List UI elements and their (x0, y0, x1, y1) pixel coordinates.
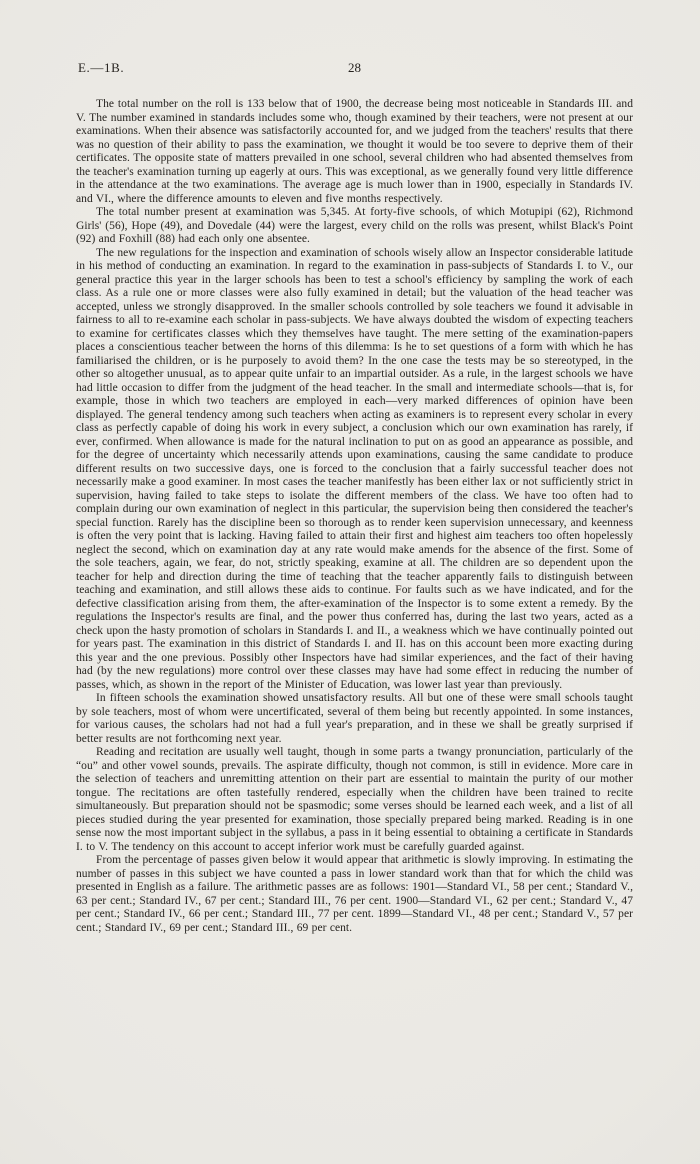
page-number: 28 (348, 60, 361, 75)
paragraph-roll-numbers: The total number on the roll is 133 below that of 1900, the decrease being most noticeable in Standards III. and V. The number examined in standards includes some who, though examined by their teachers, were not present at our examinations. When their absence was satisfactorily accounted for, and we judged from the teachers' results that there was no question of their ability to pass the examination, we thought it would be too severe to deprive them of their certificates. The opposite state of matters prevailed in one school, several children who had absented themselves from the teacher's examination turning up eagerly at ours. This was exceptional, as we generally found very little difference in the attendance at the two examinations. The average age is much lower than in 1900, especially in Standards IV. and VI., where the difference amounts to eleven and five months respectively. (76, 98, 633, 205)
paragraph-arithmetic-passes: From the percentage of passes given below it would appear that arithmetic is slowly improving. In estimating the number of passes in this subject we have counted a pass in lower standard work than that for which the child was presented in English as a failure. The arithmetic passes are as follows: 1901—Standard VI., 58 per cent.; Standard V., 63 per cent.; Standard IV., 67 per cent.; Standard III., 76 per cent. 1900—Standard VI., 62 per cent.; Standard V., 47 per cent.; Standard IV., 66 per cent.; Standard III., 77 per cent. 1899—Standard VI., 48 per cent.; Standard V., 57 per cent.; Standard IV., 69 per cent.; Standard III., 69 per cent. (76, 854, 633, 934)
page-content (76, 60, 633, 935)
paragraph-attendance: The total number present at examination was 5,345. At forty-five schools, of which Motupipi (62), Richmond Girls' (56), Hope (49), and Dovedale (44) were the largest, every child on the rolls was present, whilst Black's Point (92) and Foxhill (88) had each only one absentee. (76, 206, 633, 245)
document-reference: E.—1B. (78, 60, 125, 75)
document-body (76, 98, 633, 935)
paragraph-new-regulations: The new regulations for the inspection and examination of schools wisely allow an Inspector considerable latitude in his method of conducting an examination. In regard to the examination in pass-subjects of Standards I. to V., our general practice this year in the larger schools has been to test a school's efficiency by sampling the work of each class. As a rule one or more classes were also fully examined in detail; but the valuation of the head teacher was accepted, unless we strongly disapproved. In the smaller schools controlled by sole teachers we found it advisable in fairness to all to re-examine each scholar in pass-subjects. We have always doubted the wisdom of expecting teachers to examine for certificates classes which they themselves have taught. The mere setting of the examination-papers places a conscientious teacher between the horns of this dilemma: Is he to set questions of a form with which he has familiarised the children, or is he purposely to avoid them? In the one case the tests may be so stereotyped, in the other so altogether unusual, as to appear quite unfair to an impartial outsider. As a rule, in the largest schools we have had little occasion to differ from the judgment of the head teacher. In the small and intermediate schools—that is, for example, those in which two teachers are employed in each—very marked differences of opinion have been displayed. The general tendency among such teachers when acting as examiners is to represent every scholar in every class as perfectly capable of doing his work in every subject, a conclusion which our own examination has rarely, if ever, confirmed. When allowance is made for the natural inclination to put on as good an appearance as possible, and for the degree of uncertainty which necessarily attends upon examinations, causing the same candidate to produce different results on two successive days, one is forced to the conclusion that a fairly successful teacher does not necessarily make a good examiner. In most cases the teacher manifestly has been either lax or not sufficiently strict in supervision, having failed to take steps to isolate the different members of the class. We have too often had to complain during our own examination of neglect in this particular, the supervision being then considered the teacher's special function. Rarely has the discipline been so thorough as to render keen supervision unnecessary, and keenness is often the very point that is lacking. Having failed to attain their first and highest aim teachers too often hopelessly neglect the second, which on examination day at any rate would make amends for the absence of the first. Some of the sole teachers, again, we fear, do not, strictly speaking, examine at all. The children are so dependent upon the teacher for help and direction during the time of teaching that the teacher apparently fails to distinguish between teaching and examination, and still allows these aids to continue. For faults such as we have indicated, and for the defective classification arising from them, the after-examination of the Inspector is to some extent a remedy. By the regulations the Inspector's results are final, and the power thus conferred has, during the last two years, acted as a check upon the hasty promotion of scholars in Standards I. and II., a weakness which we have continually pointed out for years past. The examination in this district of Standards I. and II. has on this account been more exacting during this year and the one previous. Possibly other Inspectors have had similar experiences, and the fact of their having had (by the new regulations) more control over these classes may have had some effect in reducing the number of passes, which, as shown in the report of the Minister of Education, was lower last year than previously. (76, 246, 633, 691)
paragraph-unsatisfactory-results: In fifteen schools the examination showed unsatisfactory results. All but one of these were small schools taught by sole teachers, most of whom were uncertificated, several of them being but recently appointed. In some instances, for various causes, the scholars had not had a full year's preparation, and in these we shall be greatly surprised if better results are not forthcoming next year. (76, 692, 633, 745)
paragraph-reading-recitation: Reading and recitation are usually well taught, though in some parts a twangy pronunciation, particularly of the “ou” and other vowel sounds, prevails. The aspirate difficulty, though not common, is still in evidence. More care in the selection of teachers and unremitting attention on their part are essential to maintain the purity of our mother tongue. The recitations are often tastefully rendered, especially when the children have been trained to recite simultaneously. But preparation should not be spasmodic; some verses should be learned each week, and a list of all pieces studied during the year presented for examination, those specially prepared being marked. Reading is in one sense now the most important subject in the syllabus, a pass in it being essential to obtaining a certificate in Standards I. to V. The tendency on this account to accept inferior work must be carefully guarded against. (76, 746, 633, 853)
page-header (76, 60, 633, 77)
